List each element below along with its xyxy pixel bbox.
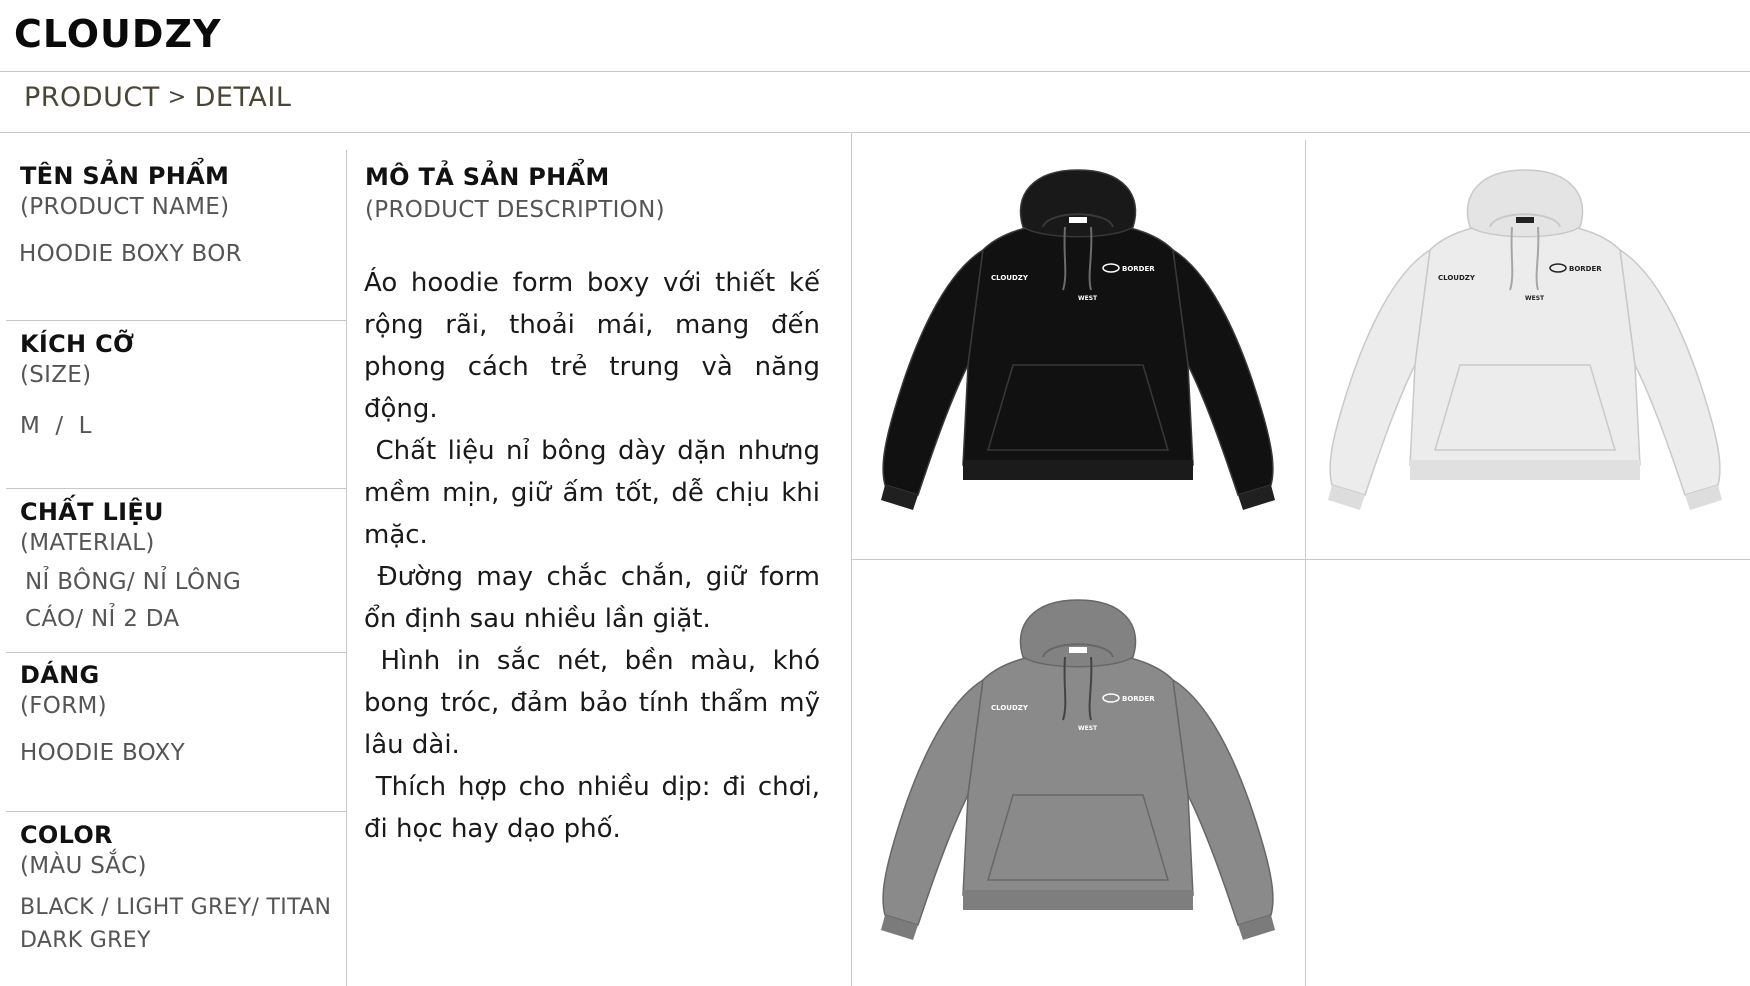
spec-label: DÁNG — [20, 661, 100, 689]
description-paragraph: Hình in sắc nét, bền màu, khó bong tróc, đảm bảo tính thẩm mỹ lâu dài. — [364, 646, 829, 760]
hoodie-waistband — [1410, 460, 1640, 480]
image-grid-divider-vertical — [1305, 140, 1306, 986]
hoodie-titan-grey-illustration — [873, 595, 1283, 955]
description-body — [364, 262, 829, 850]
spec-sublabel: (MATERIAL) — [20, 530, 155, 556]
spec-form — [20, 661, 340, 772]
hoodie-waistband — [963, 890, 1193, 910]
spec-material — [20, 498, 340, 638]
spec-value-line2: CÁO/ NỈ 2 DA — [25, 606, 180, 632]
hoodie-print-text: WEST — [1078, 295, 1098, 302]
hoodie-print-text: WEST — [1525, 295, 1545, 302]
spec-value: M / L — [20, 413, 92, 439]
product-image-black[interactable] — [868, 160, 1288, 530]
product-image-light-grey[interactable] — [1315, 160, 1735, 530]
hoodie-print-text: BORDER — [1569, 265, 1602, 273]
spec-label: CHẤT LIỆU — [20, 498, 164, 526]
description-sublabel: (PRODUCT DESCRIPTION) — [365, 197, 665, 223]
spec-sublabel: (SIZE) — [20, 362, 92, 388]
spec-sublabel: (FORM) — [20, 693, 107, 719]
spec-label: COLOR — [20, 821, 113, 849]
spec-divider-3 — [6, 652, 346, 653]
hoodie-neck-label — [1069, 217, 1087, 223]
spec-sublabel: (MÀU SẮC) — [20, 853, 147, 879]
spec-size — [20, 330, 340, 445]
description-paragraph: Đường may chắc chắn, giữ form ổn định sau nhiều lần giặt. — [364, 562, 829, 634]
spec-value: HOODIE BOXY BOR — [19, 241, 242, 267]
spec-value-line1: BLACK / LIGHT GREY/ TITAN — [20, 895, 332, 920]
breadcrumb-separator: > — [167, 85, 187, 110]
hoodie-black-illustration — [873, 165, 1283, 525]
hoodie-body — [1410, 225, 1640, 465]
hoodie-hood — [1020, 600, 1135, 667]
spec-divider-4 — [6, 811, 346, 812]
spec-value-line2: DARK GREY — [20, 928, 151, 953]
breadcrumb-root[interactable]: PRODUCT — [24, 82, 160, 113]
image-grid-divider-horizontal — [851, 559, 1750, 560]
specs-column-divider — [346, 150, 347, 986]
description-label: MÔ TẢ SẢN PHẨM — [365, 163, 610, 191]
spec-sublabel: (PRODUCT NAME) — [20, 194, 230, 220]
hoodie-print-text: BORDER — [1122, 695, 1155, 703]
spec-label: TÊN SẢN PHẨM — [20, 162, 230, 190]
hoodie-waistband — [963, 460, 1193, 480]
hoodie-body — [963, 655, 1193, 895]
spec-divider-1 — [6, 320, 346, 321]
spec-divider-2 — [6, 488, 346, 489]
description-header — [365, 163, 665, 223]
breadcrumb-divider — [0, 132, 1750, 133]
hoodie-print-text: CLOUDZY — [991, 274, 1028, 282]
spec-label: KÍCH CỠ — [20, 330, 135, 358]
description-paragraph: Chất liệu nỉ bông dày dặn nhưng mềm mịn, giữ ấm tốt, dễ chịu khi mặc. — [364, 436, 829, 550]
hoodie-print-text: CLOUDZY — [991, 704, 1028, 712]
breadcrumb — [24, 82, 291, 113]
spec-product-name — [20, 162, 340, 273]
breadcrumb-current: DETAIL — [194, 82, 292, 113]
description-paragraph: Thích hợp cho nhiều dịp: đi chơi, đi học hay dạo phố. — [364, 772, 829, 844]
hoodie-print-text: CLOUDZY — [1438, 274, 1475, 282]
hoodie-hood — [1020, 170, 1135, 237]
header-divider — [0, 71, 1750, 72]
hoodie-neck-label — [1069, 647, 1087, 653]
brand-logo: CLOUDZY — [14, 12, 222, 56]
hoodie-neck-label — [1516, 217, 1534, 223]
spec-value: HOODIE BOXY — [20, 740, 185, 766]
hoodie-print-text: BORDER — [1122, 265, 1155, 273]
spec-color — [20, 821, 340, 957]
hoodie-light-grey-illustration — [1320, 165, 1730, 525]
description-paragraph: Áo hoodie form boxy với thiết kế rộng rãi, thoải mái, mang đến phong cách trẻ trung và năng động. — [364, 268, 820, 424]
spec-value-line1: NỈ BÔNG/ NỈ LÔNG — [25, 569, 242, 595]
hoodie-print-text: WEST — [1078, 725, 1098, 732]
hoodie-body — [963, 225, 1193, 465]
hoodie-hood — [1467, 170, 1582, 237]
product-image-titan-grey[interactable] — [868, 590, 1288, 960]
